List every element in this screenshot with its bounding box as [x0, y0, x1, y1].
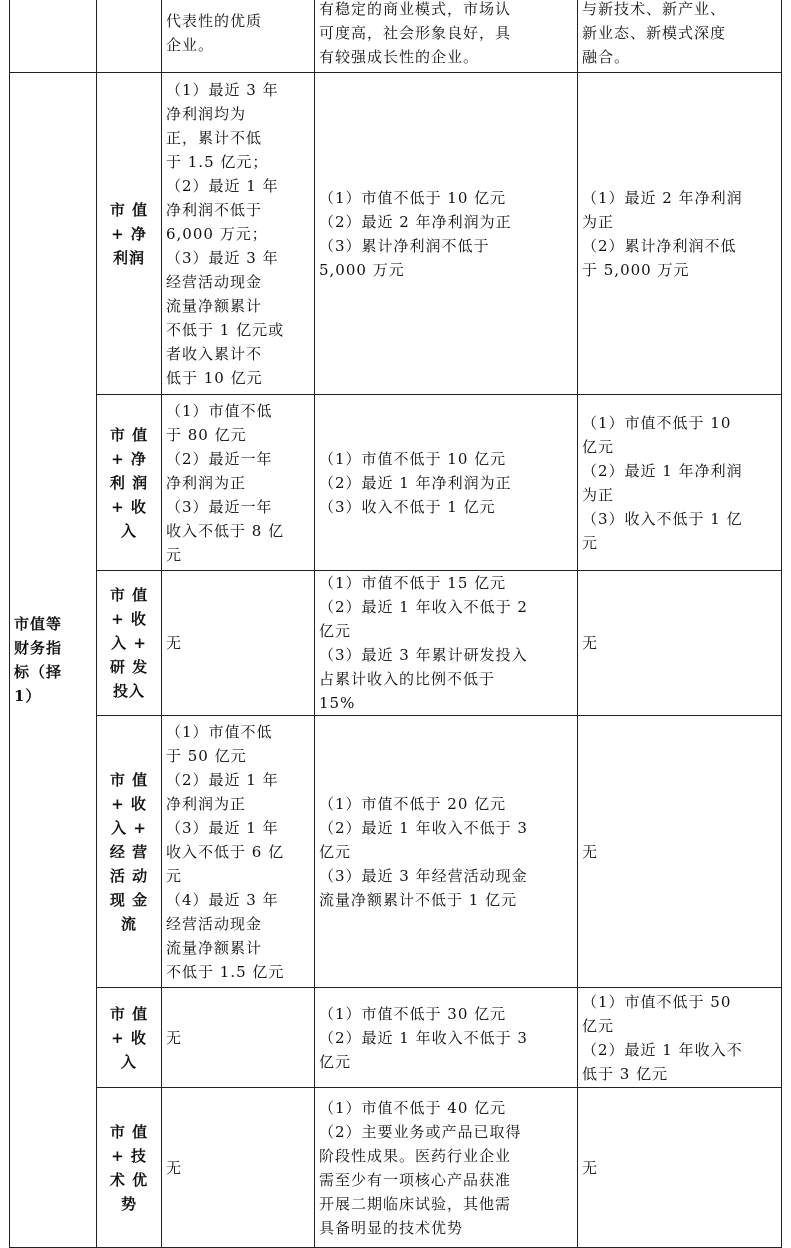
text-line: （1）市值不低于 10	[582, 413, 732, 432]
text-line: 入	[120, 1052, 137, 1071]
col-c-cell	[578, 395, 782, 571]
text-line: + 收	[111, 610, 147, 628]
text-line: 入 +	[111, 818, 147, 837]
text-line: （4）最近 3 年	[166, 890, 279, 909]
table-row-market-cap-revenue-rnd	[10, 571, 782, 716]
text-line: 市 值	[109, 1122, 149, 1141]
text-line: （2）最近 1 年	[166, 176, 279, 195]
text-line: 无	[166, 1158, 183, 1177]
sub-criteria-cell	[97, 1088, 162, 1248]
category-label-line: 市值等	[14, 615, 63, 633]
text-line: 市 值	[109, 770, 149, 789]
sub-criteria-cell	[97, 716, 162, 988]
header-empty-cell	[97, 0, 162, 73]
table-row-market-cap-revenue-cashflow	[10, 716, 782, 988]
text-line: 低于 10 亿元	[166, 368, 263, 387]
text-line: + 收	[111, 794, 147, 813]
col-a-cell	[162, 1088, 315, 1248]
col-b-cell	[315, 73, 578, 395]
text-line: 市 值	[109, 1004, 149, 1023]
col-c-cell	[578, 571, 782, 716]
col-c-cell	[578, 988, 782, 1088]
col-c-cell	[578, 1088, 782, 1248]
text-line: （2）最近 1 年收入不低于 3	[319, 1028, 528, 1047]
table-row-market-cap-tech-advantage	[10, 1088, 782, 1248]
text-line: 收入不低于 6 亿	[166, 842, 285, 861]
text-line: 15%	[319, 694, 356, 712]
col-a-cell	[162, 571, 315, 716]
text-line: 市 值	[109, 586, 149, 604]
text-line: 5,000 万元	[319, 260, 405, 279]
text-line: 与新技术、新产业、	[582, 0, 727, 18]
text-line: 为正	[582, 485, 615, 504]
text-line: 亿元	[582, 437, 615, 456]
text-line: 不低于 1 亿元或	[166, 320, 285, 339]
text-line: 占累计收入的比例不低于	[319, 670, 496, 688]
text-line: 无	[582, 634, 599, 652]
text-line: 于 80 亿元	[166, 425, 247, 444]
col-b-cell	[315, 988, 578, 1088]
sub-criteria-cell	[97, 988, 162, 1088]
text-line: （1）市值不低于 50	[582, 992, 732, 1011]
text-line: 需至少有一项核心产品获准	[319, 1170, 512, 1189]
text-line: + 净	[111, 224, 147, 243]
text-line: 收入不低于 8 亿	[166, 521, 285, 540]
text-line: （3）最近 3 年	[166, 248, 279, 267]
text-line: （1）市值不低于 30 亿元	[319, 1004, 507, 1023]
sub-criteria-cell	[97, 395, 162, 571]
text-line: （1）市值不低于 40 亿元	[319, 1098, 507, 1117]
text-line: 亿元	[319, 622, 352, 640]
text-line: （3）最近 1 年	[166, 818, 279, 837]
text-line: （1）市值不低	[166, 722, 273, 741]
table-row-market-cap-net-profit	[10, 73, 782, 395]
text-line: 新业态、新模式深度	[582, 23, 727, 42]
col-a-cell	[162, 716, 315, 988]
text-line: 亿元	[319, 842, 352, 861]
text-line: （2）最近 1 年	[166, 770, 279, 789]
text-line: 利润	[112, 248, 145, 267]
text-line: 市 值	[109, 200, 149, 219]
text-line: + 净	[111, 449, 147, 468]
text-line: （3）最近 3 年累计研发投入	[319, 646, 528, 664]
text-line: 代表性的优质	[166, 11, 263, 30]
text-line: （3）累计净利润不低于	[319, 236, 490, 255]
text-line: 于 5,000 万元	[582, 260, 690, 279]
text-line: （2）最近 1 年收入不低于 2	[319, 598, 528, 616]
text-line: 术 优	[109, 1170, 149, 1189]
text-line: 有稳定的商业模式，市场认	[319, 0, 512, 18]
text-line: 元	[166, 545, 183, 564]
text-line: 利 润	[109, 473, 149, 492]
text-line: + 技	[111, 1146, 147, 1165]
text-line: 研 发	[109, 658, 149, 676]
text-line: 现 金	[109, 890, 149, 909]
category-label-line: 1）	[14, 687, 42, 705]
col-b-cell	[315, 1088, 578, 1248]
text-line: （3）收入不低于 1 亿	[582, 509, 743, 528]
text-line: + 收	[111, 1028, 147, 1047]
category-cell	[10, 73, 97, 1248]
col-b-cell	[315, 716, 578, 988]
text-line: 低于 3 亿元	[582, 1064, 669, 1083]
text-line: （1）市值不低	[166, 401, 273, 420]
text-line: 净利润为正	[166, 794, 247, 813]
text-line: 于 50 亿元	[166, 746, 247, 765]
text-line: 于 1.5 亿元；	[166, 152, 269, 171]
text-line: 经营活动现金	[166, 914, 263, 933]
table-row-header-continued	[10, 0, 782, 73]
header-empty-cell	[10, 0, 97, 73]
text-line: （1）市值不低于 20 亿元	[319, 794, 507, 813]
text-line: （3）最近一年	[166, 497, 273, 516]
category-label-line: 财务指	[14, 639, 63, 657]
text-line: 可度高，社会形象良好，具	[319, 23, 512, 42]
text-line: （2）主要业务或产品已取得	[319, 1122, 522, 1141]
text-line: 企业。	[166, 35, 215, 54]
text-line: （2）最近一年	[166, 449, 273, 468]
text-line: 融合。	[582, 47, 631, 66]
text-line: 市 值	[109, 425, 149, 444]
text-line: 无	[166, 1028, 183, 1047]
sub-criteria-cell	[97, 73, 162, 395]
text-line: 无	[582, 1158, 599, 1177]
text-line: 经营活动现金	[166, 272, 263, 291]
text-line: 净利润不低于	[166, 200, 263, 219]
text-line: 净利润均为	[166, 104, 247, 123]
text-line: 具备明显的技术优势	[319, 1218, 464, 1237]
table-row-market-cap-net-profit-revenue	[10, 395, 782, 571]
text-line: （2）累计净利润不低	[582, 236, 737, 255]
text-line: 流量净额累计	[166, 938, 263, 957]
text-line: 正，累计不低	[166, 128, 263, 147]
text-line: （1）最近 2 年净利润	[582, 188, 743, 207]
text-line: （1）市值不低于 15 亿元	[319, 574, 507, 592]
text-line: （3）最近 3 年经营活动现金	[319, 866, 528, 885]
text-line: 流	[120, 914, 137, 933]
text-line: 无	[166, 634, 183, 652]
col-b-cell	[315, 571, 578, 716]
text-line: 开展二期临床试验，其他需	[319, 1194, 512, 1213]
text-line: （2）最近 1 年净利润	[582, 461, 743, 480]
text-line: 者收入累计不	[166, 344, 263, 363]
text-line: 6,000 万元；	[166, 224, 268, 243]
text-line: 亿元	[582, 1016, 615, 1035]
text-line: （2）最近 1 年净利润为正	[319, 473, 512, 492]
text-line: 流量净额累计不低于 1 亿元	[319, 890, 518, 909]
text-line: 入	[120, 521, 137, 540]
text-line: 入 +	[111, 634, 147, 652]
category-label-line: 标（择	[14, 663, 63, 681]
text-line: 活 动	[109, 866, 149, 885]
text-line: （1）市值不低于 10 亿元	[319, 188, 507, 207]
text-line: 经 营	[109, 842, 149, 861]
text-line: 为正	[582, 212, 615, 231]
text-line: 流量净额累计	[166, 296, 263, 315]
header-col-a-cell	[162, 0, 315, 73]
sub-criteria-cell	[97, 571, 162, 716]
text-line: （1）最近 3 年	[166, 80, 279, 99]
header-col-b-cell	[315, 0, 578, 73]
text-line: 元	[582, 533, 599, 552]
text-line: 不低于 1.5 亿元	[166, 962, 285, 981]
text-line: 势	[120, 1194, 137, 1213]
text-line: 亿元	[319, 1052, 352, 1071]
text-line: 投入	[112, 682, 145, 700]
text-line: + 收	[111, 497, 147, 516]
header-col-c-cell	[578, 0, 782, 73]
text-line: 有较强成长性的企业。	[319, 47, 480, 66]
col-a-cell	[162, 73, 315, 395]
text-line: （3）收入不低于 1 亿元	[319, 497, 496, 516]
table-row-market-cap-revenue	[10, 988, 782, 1088]
col-c-cell	[578, 716, 782, 988]
col-c-cell	[578, 73, 782, 395]
col-b-cell	[315, 395, 578, 571]
text-line: （1）市值不低于 10 亿元	[319, 449, 507, 468]
col-a-cell	[162, 988, 315, 1088]
text-line: 净利润为正	[166, 473, 247, 492]
text-line: 元	[166, 866, 183, 885]
text-line: 阶段性成果。医药行业企业	[319, 1146, 512, 1165]
col-a-cell	[162, 395, 315, 571]
text-line: （2）最近 1 年收入不	[582, 1040, 743, 1059]
listing-criteria-table	[9, 0, 782, 1248]
text-line: （2）最近 1 年收入不低于 3	[319, 818, 528, 837]
text-line: （2）最近 2 年净利润为正	[319, 212, 512, 231]
text-line: 无	[582, 842, 599, 861]
